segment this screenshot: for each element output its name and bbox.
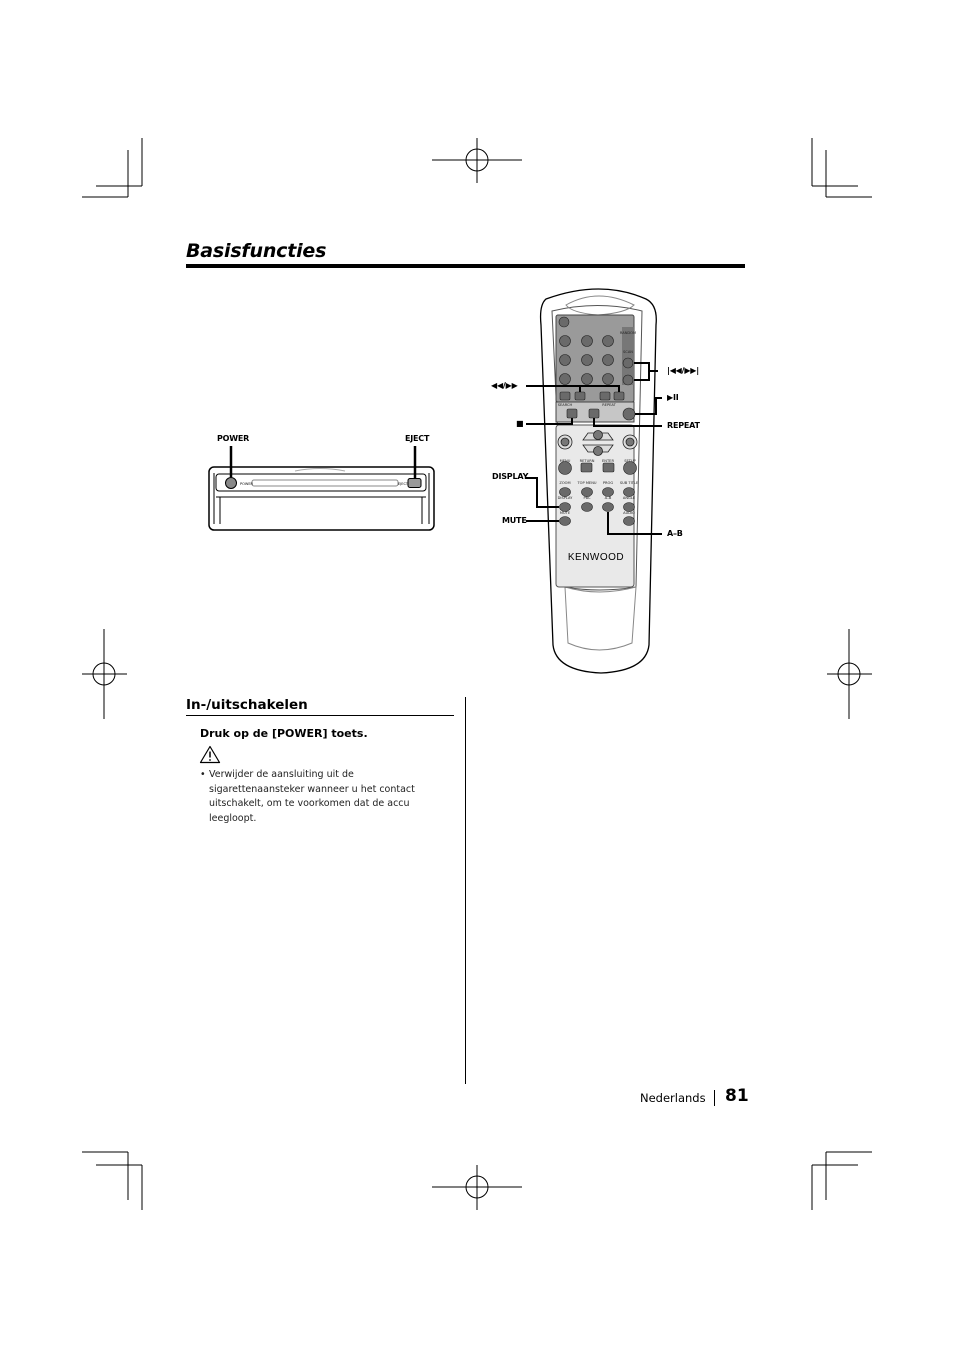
page-number: 81	[725, 1086, 749, 1106]
footer-separator	[714, 1090, 715, 1106]
warning-triangle-icon	[199, 745, 221, 764]
svg-text:POWER: POWER	[240, 482, 253, 486]
svg-text:ENTER: ENTER	[602, 459, 614, 463]
svg-text:ZOOM: ZOOM	[559, 481, 571, 485]
power-label: POWER	[217, 434, 250, 443]
remote-illustration	[486, 285, 708, 680]
page-title: Basisfuncties	[186, 240, 327, 262]
svg-text:MENU: MENU	[559, 459, 571, 463]
svg-text:DISPLAY: DISPLAY	[557, 496, 573, 500]
svg-text:TOP MENU: TOP MENU	[577, 481, 597, 485]
stop-label: ■	[516, 419, 524, 428]
search-label: ◀◀/▶▶	[491, 381, 518, 390]
footer-language: Nederlands	[640, 1091, 706, 1105]
svg-text:AUDIO: AUDIO	[623, 511, 635, 515]
column-divider	[465, 697, 466, 1084]
svg-text:EJECT: EJECT	[398, 482, 409, 486]
bullet-text: Verwijder de aansluiting uit de sigarettenaansteker wanneer u het contact uitschakelt, om te voorkomen dat de accu leegloopt.	[209, 769, 415, 824]
section-title: In-/uitschakelen	[186, 697, 308, 713]
display-label: DISPLAY	[492, 472, 529, 481]
svg-text:SUB TITLE: SUB TITLE	[619, 481, 639, 485]
head-unit-illustration	[200, 440, 445, 540]
svg-text:PBC: PBC	[583, 496, 591, 500]
svg-text:ANGLE: ANGLE	[622, 496, 636, 500]
svg-text:SEARCH: SEARCH	[557, 403, 573, 407]
skip-label: |◀◀/▶▶|	[667, 366, 699, 375]
svg-text:RANDOM: RANDOM	[619, 331, 637, 335]
mute-label: MUTE	[502, 516, 527, 525]
svg-text:SETUP: SETUP	[624, 459, 636, 463]
play-pause-label: ▶II	[667, 393, 679, 402]
bullet-list-item	[200, 768, 452, 826]
svg-text:PROG: PROG	[602, 481, 614, 485]
remote-brand-logo: KENWOOD	[567, 552, 625, 563]
svg-text:MUTE: MUTE	[559, 511, 571, 515]
svg-text:SCAN: SCAN	[623, 350, 633, 354]
ab-label: A–B	[667, 529, 683, 538]
instruction-text: Druk op de [POWER] toets.	[200, 727, 368, 740]
section-rule	[186, 715, 454, 716]
svg-text:RETURN: RETURN	[579, 459, 595, 463]
svg-text:A–B: A–B	[604, 496, 612, 500]
bullet-dot: •	[200, 769, 206, 780]
eject-label: EJECT	[405, 434, 430, 443]
svg-text:REPEAT: REPEAT	[602, 403, 616, 407]
repeat-label: REPEAT	[667, 421, 700, 430]
title-rule	[186, 264, 745, 268]
